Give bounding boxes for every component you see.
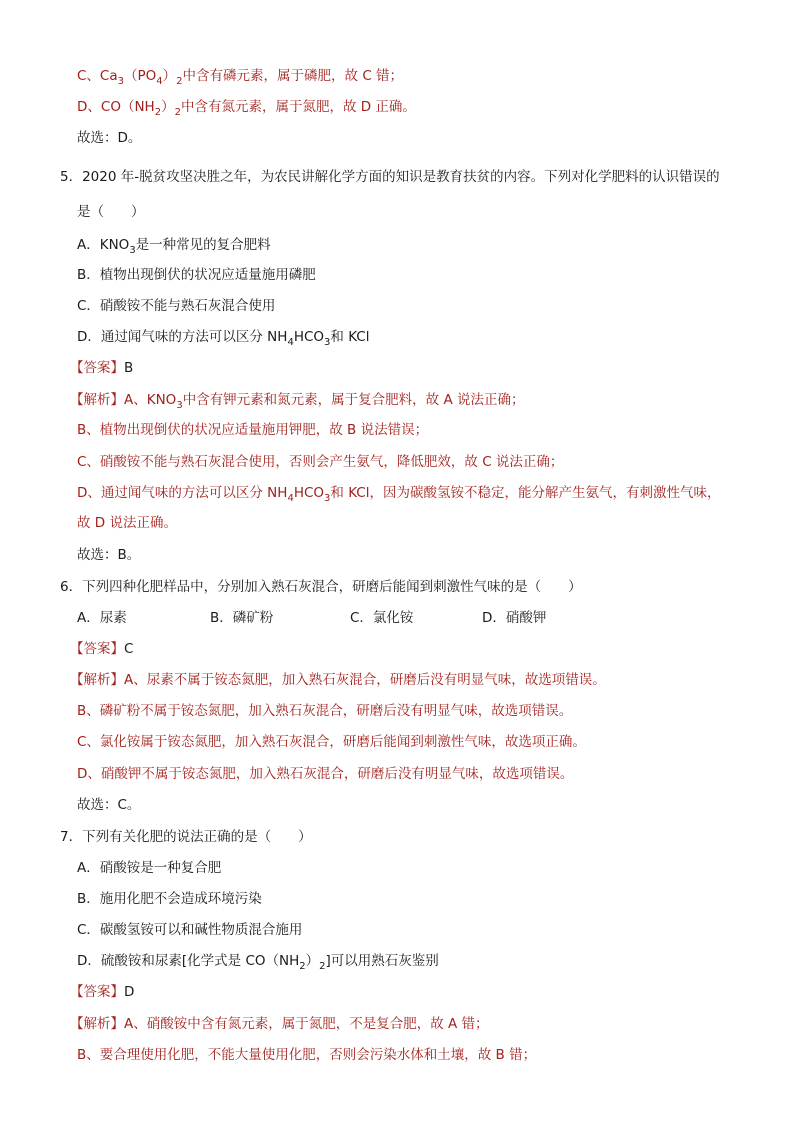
- q5-expl-c: C、硝酸铵不能与熟石灰混合使用，否则会产生氨气，降低肥效，故 C 说法正确；: [77, 454, 564, 470]
- prev-expl-c-line: C、$Ca_3(PO_4)_2$中含有磷元素，属于磷肥，故 C 错；: [77, 68, 404, 87]
- q6-expl-d: D、硝酸钾不属于铵态氮肥，加入熟石灰混合，研磨后没有明显气味，故选项错误。: [77, 766, 574, 782]
- q7-option-a: A．硝酸铵是一种复合肥: [77, 860, 222, 876]
- q6-stem: 6．下列四种化肥样品中，分别加入熟石灰混合，研磨后能闻到刺激性气味的是（ ）: [60, 579, 582, 595]
- q6-option-a: A．尿素: [77, 610, 127, 626]
- q6-answer: 【答案】C: [70, 641, 134, 657]
- q6-choose: 故选：C。: [77, 797, 141, 813]
- q7-answer: 【答案】D: [70, 984, 135, 1000]
- q5-stem-line2: 是（ ）: [77, 204, 145, 220]
- q5-expl-a: 【解析】A、$KNO_3$中含有钾元素和氮元素，属于复合肥料，故 A 说法正确；: [70, 392, 525, 411]
- q5-option-b: B．植物出现倒伏的状况应适量施用磷肥: [77, 267, 316, 283]
- q5-option-d: D．通过闻气味的方法可以区分 $NH_4HCO_3$和 KCl: [77, 329, 370, 348]
- q5-option-c: C．硝酸铵不能与熟石灰混合使用: [77, 298, 276, 314]
- q7-option-c: C．碳酸氢铵可以和碱性物质混合施用: [77, 922, 303, 938]
- q5-answer: 【答案】B: [70, 360, 134, 376]
- q5-option-a: A．$KNO_3$是一种常见的复合肥料: [77, 237, 271, 256]
- q5-expl-b: B、植物出现倒伏的状况应适量施用钾肥，故 B 说法错误；: [77, 422, 429, 438]
- prev-choose: 故选：D。: [77, 130, 142, 146]
- q7-stem: 7．下列有关化肥的说法正确的是（ ）: [60, 829, 312, 845]
- q6-option-b: B．磷矿粉: [210, 610, 274, 626]
- q7-expl-a: 【解析】A、硝酸铵中含有氮元素，属于氮肥，不是复合肥，故 A 错；: [70, 1016, 489, 1032]
- q7-expl-b: B、要合理使用化肥，不能大量使用化肥，否则会污染水体和土壤，故 B 错；: [77, 1047, 537, 1063]
- q5-expl-d-cont: 故 D 说法正确。: [77, 515, 177, 531]
- q6-expl-b: B、磷矿粉不属于铵态氮肥，加入熟石灰混合，研磨后没有明显气味，故选项错误。: [77, 703, 573, 719]
- q6-options: [77, 608, 577, 628]
- q6-option-c: C．氯化铵: [350, 610, 414, 626]
- q5-stem-line1: 5．2020 年-脱贫攻坚决胜之年，为农民讲解化学方面的知识是教育扶贫的内容。下列对化学肥料的认识错误的: [60, 169, 720, 185]
- q6-option-d: D．硝酸钾: [482, 610, 547, 626]
- q7-option-d: D．硫酸铵和尿素[化学式是 $CO(NH_2)_2$]可以用熟石灰鉴别: [77, 953, 439, 972]
- q6-expl-a: 【解析】A、尿素不属于铵态氮肥，加入熟石灰混合，研磨后没有明显气味，故选项错误。: [70, 672, 606, 688]
- q5-expl-d: D、通过闻气味的方法可以区分 $NH_4HCO_3$和 KCl，因为碳酸氢铵不稳定，能分解产生氨气，有刺激性气味，: [77, 485, 721, 504]
- prev-expl-d-line: D、$CO(NH_2)_2$中含有氮元素，属于氮肥，故 D 正确。: [77, 99, 416, 118]
- q5-choose: 故选：B。: [77, 547, 141, 563]
- q6-expl-c: C、氯化铵属于铵态氮肥，加入熟石灰混合，研磨后能闻到刺激性气味，故选项正确。: [77, 734, 586, 750]
- q7-option-b: B．施用化肥不会造成环境污染: [77, 891, 262, 907]
